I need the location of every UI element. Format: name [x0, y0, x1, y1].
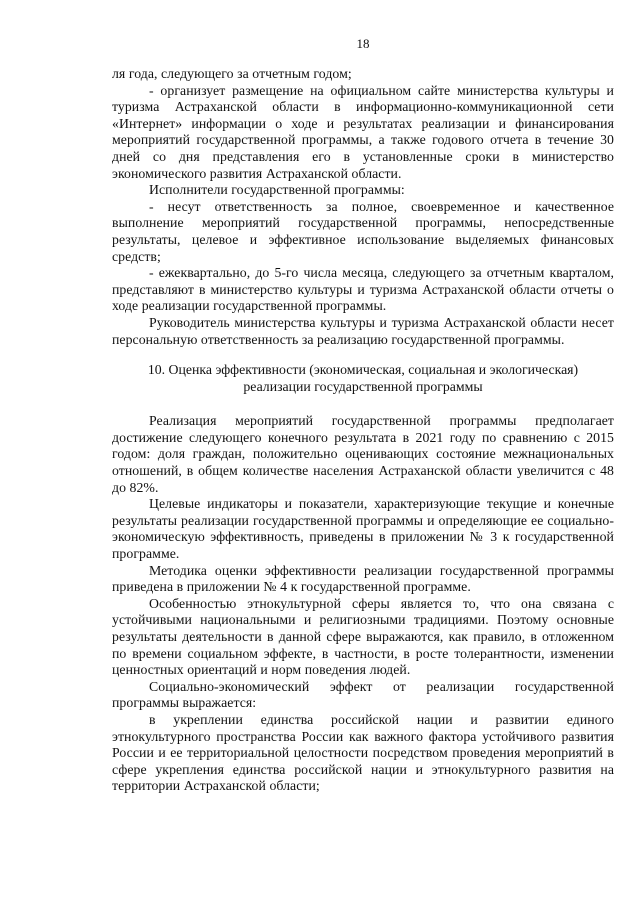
section-heading-line-2: реализации государственной программы [243, 378, 483, 394]
paragraph-expected-result: Реализация мероприятий государственной программы предполагает достижение следующего конечного результата в 2021 году по сравнению с 2015 годом: доля граждан, положительно оценивающих состояние межнациональных отношений, в общем количестве населения Астраханской области увеличится с 48 до 82%. [112, 413, 614, 495]
paragraph-continuation: ля года, следующего за отчетным годом; [112, 66, 352, 81]
paragraph-head-responsibility: Руководитель министерства культуры и туризма Астраханской области несет персональную ответственность за реализацию государственной программы. [112, 314, 614, 347]
document-page [112, 0, 614, 905]
paragraph-unity-strengthening: в укреплении единства российской нации и развитии единого этнокультурного пространства России как важного фактора устойчивого развития России и ее территориальной целостности посредством проведения мероприятий в сфере укрепления единства российской нации и этнокультурного развития на территории Астраханской области; [112, 711, 614, 794]
paragraph-quarterly-reports: - ежеквартально, до 5-го числа месяца, следующего за отчетным кварталом, представляют в министерство культуры и туризма Астраханской области отчеты о ходе реализации государственной программы. [112, 265, 614, 314]
page-number: 18 [356, 36, 370, 51]
paragraph-executors-responsibility: - несут ответственность за полное, своевременное и качественное выполнение мероприятий государственной программы, непосредственные результаты, целевое и эффективное использование выделяемых финансовых средств; [112, 198, 614, 264]
paragraph-socioeconomic-effect: Социально-экономический эффект от реализации государственной программы выражается: [112, 678, 614, 711]
paragraph-ethnocultural-specifics: Особенностью этнокультурной сферы является то, что она связана с устойчивыми национальными и религиозными традициями. Поэтому основные результаты деятельности в данной сфере выражаются, как правило, в отложенном по времени социальном эффекте, в частности, в росте толерантности, изменении ценностных ориентаций и норм поведения людей. [112, 595, 614, 678]
paragraph-target-indicators: Целевые индикаторы и показатели, характеризующие текущие и конечные результаты реализации государственной программы и определяющие ее социально-экономическую эффективность, приведены в приложении № 3 к государственной программе. [112, 496, 614, 562]
paragraph-website-publication: - организует размещение на официальном сайте министерства культуры и туризма Астраханской области в информационно-коммуникационной сети «Интернет» информации о ходе и результатах реализации и финансирования мероприятий государственной программы, а также годового отчета в течение 30 дней со дня представления его в установленные сроки в министерство экономического развития Астраханской области. [112, 82, 614, 181]
section-heading [112, 362, 614, 395]
document-body [112, 66, 614, 795]
section-heading-line-1: 10. Оценка эффективности (экономическая, социальная и экологическая) [147, 362, 579, 378]
paragraph-executors-intro: Исполнители государственной программы: [149, 182, 405, 198]
paragraph-methodology: Методика оценки эффективности реализации государственной программы приведена в приложении № 4 к государственной программе. [112, 562, 614, 595]
